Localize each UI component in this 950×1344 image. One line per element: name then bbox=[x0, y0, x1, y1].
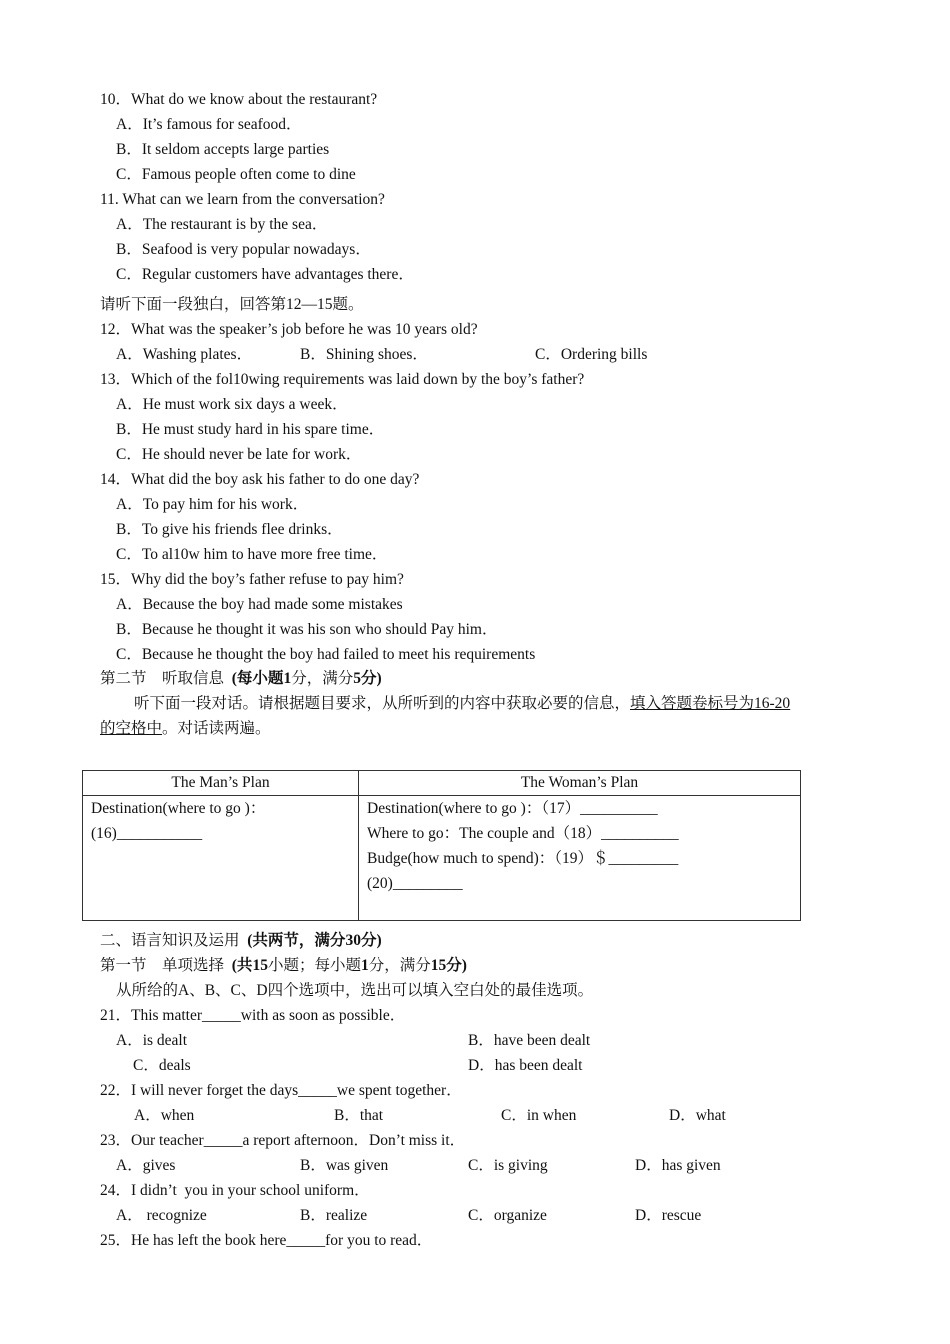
q24-stem: 24．I didn’t you in your school uniform． bbox=[100, 1182, 370, 1199]
q11-option-a: A．The restaurant is by the sea． bbox=[116, 216, 328, 233]
section2-scoring-n1: 1 bbox=[283, 670, 292, 687]
q11-option-c: C．Regular customers have advantages there． bbox=[116, 266, 414, 283]
q11-option-b: B．Seafood is very popular nowadays． bbox=[116, 241, 371, 258]
q13-option-b: B．He must study hard in his spare time． bbox=[116, 421, 385, 438]
q21-stem: 21．This matter_____with as soon as possible． bbox=[100, 1007, 406, 1024]
part2-section1-heading bbox=[100, 953, 467, 978]
part2-section1-title: 第一节 单项选择 bbox=[100, 957, 225, 974]
q25-stem: 25．He has left the book here_____for you to read． bbox=[100, 1232, 433, 1249]
q23-option-a: A．gives bbox=[116, 1157, 176, 1174]
p2s1-scoring-pre: (共 bbox=[231, 957, 253, 974]
q23-option-c: C．is giving bbox=[468, 1157, 548, 1174]
q22-option-d: D．what bbox=[669, 1107, 726, 1124]
p2s1-scoring-mid2: 分，满分 bbox=[368, 957, 431, 974]
p2s1-scoring-mid1: 小题；每小题 bbox=[267, 957, 361, 974]
q14-option-a: A．To pay him for his work． bbox=[116, 496, 309, 513]
q13-stem: 13．Which of the fol10wing requirements was laid down by the boy’s father? bbox=[100, 371, 585, 388]
q10-option-b: B．It seldom accepts large parties bbox=[116, 141, 330, 158]
plan-cell-woman bbox=[359, 796, 801, 921]
instruction2-line2-plain: 。对话读两遍。 bbox=[162, 720, 271, 737]
instruction2-line1 bbox=[134, 691, 790, 716]
q23-option-d: D．has given bbox=[635, 1157, 721, 1174]
q12-option-a: A．Washing plates． bbox=[116, 346, 253, 363]
q21-option-a: A．is dealt bbox=[116, 1032, 188, 1049]
q22-option-a: A．when bbox=[134, 1107, 195, 1124]
q14-stem: 14．What did the boy ask his father to do one day? bbox=[100, 471, 420, 488]
section2-scoring-n2: 5 bbox=[353, 670, 361, 687]
section2-heading bbox=[100, 666, 382, 691]
section2-scoring-post: 分) bbox=[360, 670, 382, 687]
part2-scoring-n: 30 bbox=[345, 932, 361, 949]
q10-option-a: A．It’s famous for seafood． bbox=[116, 116, 302, 133]
q12-stem: 12．What was the speaker’s job before he was 10 years old? bbox=[100, 321, 478, 338]
q10-stem: 10．What do we know about the restaurant? bbox=[100, 91, 378, 108]
q24-option-b: B．realize bbox=[300, 1207, 368, 1224]
instruction2-line1-plain: 听下面一段对话。请根据题目要求，从所听到的内容中获取必要的信息， bbox=[134, 695, 631, 712]
q14-option-b: B．To give his friends flee drinks． bbox=[116, 521, 343, 538]
p2s1-scoring-n3: 15 bbox=[430, 957, 447, 974]
q23-stem: 23．Our teacher_____a report afternoon．Don’t miss it． bbox=[100, 1132, 466, 1149]
instruction2-line1-underlined: 填入答题卷标号为16-20 bbox=[630, 695, 791, 712]
q15-option-c: C．Because he thought the boy had failed to meet his requirements bbox=[116, 646, 536, 663]
section2-title: 第二节 听取信息 bbox=[100, 670, 225, 687]
monologue-instruction: 请听下面一段独白，回答第12—15题。 bbox=[100, 296, 364, 313]
q24-option-d: D．rescue bbox=[635, 1207, 702, 1224]
q13-option-a: A．He must work six days a week． bbox=[116, 396, 348, 413]
plan-header-woman: The Woman’s Plan bbox=[359, 771, 801, 796]
plan-man-destination: Destination(where to go )： bbox=[91, 800, 266, 817]
instruction2-line2 bbox=[100, 716, 271, 741]
q22-stem: 22．I will never forget the days_____we spent together． bbox=[100, 1082, 462, 1099]
q22-option-c: C．in when bbox=[501, 1107, 577, 1124]
plan-woman-destination: Destination(where to go )：（17）__________ bbox=[367, 800, 658, 817]
part2-heading bbox=[100, 928, 382, 953]
q12-option-b: B．Shining shoes． bbox=[300, 346, 428, 363]
section2-scoring-mid: 分，满分 bbox=[291, 670, 354, 687]
plan-woman-blank-20: (20)_________ bbox=[367, 875, 463, 892]
instruction2-line2-underlined: 的空格中 bbox=[100, 720, 163, 737]
mc-instruction: 从所给的A、B、C、D四个选项中，选出可以填入空白处的最佳选项。 bbox=[116, 982, 594, 999]
plan-table bbox=[82, 770, 801, 921]
part2-title: 二、语言知识及运用 bbox=[100, 932, 240, 949]
q22-option-b: B．that bbox=[334, 1107, 384, 1124]
q21-option-c: C．deals bbox=[133, 1057, 191, 1074]
section2-scoring-pre: (每小题 bbox=[231, 670, 284, 687]
q15-option-b: B．Because he thought it was his son who should Pay him． bbox=[116, 621, 498, 638]
plan-woman-budget: Budge(how much to spend)：（19）＄_________ bbox=[367, 850, 679, 867]
plan-header-man: The Man’s Plan bbox=[83, 771, 359, 796]
q21-option-b: B．have been dealt bbox=[468, 1032, 591, 1049]
q11-stem: 11. What can we learn from the conversation? bbox=[100, 191, 385, 208]
p2s1-scoring-post: 分) bbox=[446, 957, 467, 974]
plan-woman-where: Where to go：The couple and（18）__________ bbox=[367, 825, 679, 842]
p2s1-scoring-n1: 15 bbox=[252, 957, 268, 974]
q24-option-a: A． recognize bbox=[116, 1207, 207, 1224]
q12-option-c: C．Ordering bills bbox=[535, 346, 648, 363]
q14-option-c: C．To al10w him to have more free time． bbox=[116, 546, 388, 563]
part2-scoring-post: 分) bbox=[360, 932, 382, 949]
q21-option-d: D．has been dealt bbox=[468, 1057, 583, 1074]
plan-man-blank-16: (16)___________ bbox=[91, 825, 203, 842]
q13-option-c: C．He should never be late for work． bbox=[116, 446, 362, 463]
q24-option-c: C．organize bbox=[468, 1207, 547, 1224]
plan-cell-man bbox=[83, 796, 359, 921]
q15-stem: 15．Why did the boy’s father refuse to pay him? bbox=[100, 571, 404, 588]
q10-option-c: C．Famous people often come to dine bbox=[116, 166, 356, 183]
p2s1-scoring-n2: 1 bbox=[360, 957, 369, 974]
part2-scoring-pre: (共两节，满分 bbox=[247, 932, 346, 949]
q23-option-b: B．was given bbox=[300, 1157, 389, 1174]
q15-option-a: A．Because the boy had made some mistakes bbox=[116, 596, 403, 613]
